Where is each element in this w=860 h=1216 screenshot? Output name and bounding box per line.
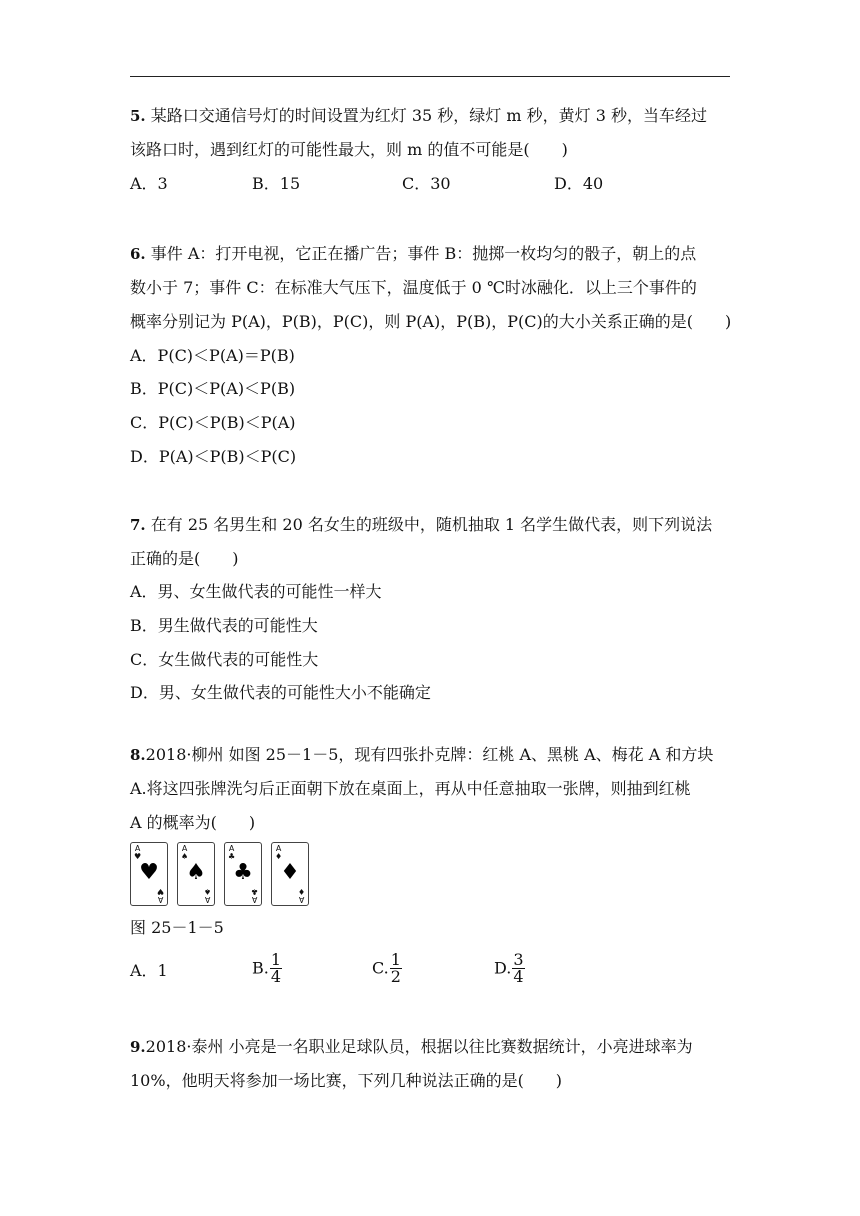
- q7-option-b: B．男生做代表的可能性大: [130, 616, 318, 635]
- q9-text-1: 2018·泰州 小亮是一名职业足球队员，根据以往比赛数据统计，小亮进球率为: [145, 1037, 693, 1056]
- q8-option-b: B. $\frac{1}{4}$: [252, 950, 282, 986]
- q8-line-3: A 的概率为( ): [130, 813, 256, 832]
- q6-option-b: B．P(C)＜P(A)＜P(B): [130, 379, 296, 398]
- q9-number: 9.: [130, 1038, 146, 1056]
- card-heart-ace: [130, 842, 168, 906]
- fraction-one-half: $\frac{1}{2}$: [390, 950, 401, 986]
- q7-option-d: D．男、女生做代表的可能性大小不能确定: [130, 683, 431, 702]
- q8-text-1: 2018·柳州 如图 25－1－5，现有四张扑克牌：红桃 A、黑桃 A、梅花 A 和方块: [145, 745, 714, 764]
- card-rank-bottom: A ♣: [250, 887, 258, 904]
- q6-option-c: C．P(C)＜P(B)＜P(A): [130, 413, 296, 432]
- q8-option-a: A．1: [130, 961, 168, 980]
- q6-number: 6.: [130, 245, 146, 263]
- q5-number: 5.: [130, 107, 146, 125]
- card-rank: A ♣: [228, 844, 236, 861]
- diamond-icon: ♦: [280, 860, 300, 885]
- card-spade-ace: [177, 842, 215, 906]
- q7-text-1: 在有 25 名男生和 20 名女生的班级中，随机抽取 1 名学生做代表，则下列说法: [150, 515, 713, 534]
- q8-option-d: D. $\frac{3}{4}$: [494, 950, 524, 986]
- club-icon: ♣: [233, 860, 253, 885]
- card-rank-bottom: A ♠: [203, 887, 211, 904]
- q9-line-1: [130, 1037, 693, 1057]
- q6-option-d: D．P(A)＜P(B)＜P(C): [130, 447, 297, 466]
- q6-line-1: [130, 244, 696, 264]
- q7-line-2: 正确的是( ): [130, 549, 239, 568]
- q5-option-a: A．3: [130, 174, 168, 193]
- card-diamond-ace: [271, 842, 309, 906]
- q5-option-b: B．15: [252, 174, 301, 193]
- card-rank: A ♦: [275, 844, 283, 861]
- q6-line-2: 数小于 7；事件 C：在标准大气压下，温度低于 0 ℃时冰融化．以上三个事件的: [130, 278, 697, 297]
- q5-text-1: 某路口交通信号灯的时间设置为红灯 35 秒，绿灯 m 秒，黄灯 3 秒，当车经过: [150, 106, 707, 125]
- card-club-ace: [224, 842, 262, 906]
- q7-number: 7.: [130, 516, 146, 534]
- q5-line-1: [130, 106, 707, 126]
- q7-option-a: A．男、女生做代表的可能性一样大: [130, 582, 382, 601]
- card-rank: A ♥: [134, 844, 142, 861]
- heart-icon: ♥: [139, 860, 159, 885]
- q5-option-c: C．30: [402, 174, 451, 193]
- q6-text-1: 事件 A：打开电视，它正在播广告；事件 B：抛掷一枚均匀的骰子，朝上的点: [150, 244, 697, 263]
- q8-line-2: A.将这四张牌洗匀后正面朝下放在桌面上，再从中任意抽取一张牌，则抽到红桃: [130, 779, 691, 798]
- q5-line-2: 该路口时，遇到红灯的可能性最大，则 m 的值不可能是( ): [130, 140, 568, 159]
- card-rank-bottom: A ♦: [297, 887, 305, 904]
- fraction-one-quarter: $\frac{1}{4}$: [270, 950, 282, 986]
- figure-caption: 图 25－1－5: [130, 918, 224, 937]
- q7-option-c: C．女生做代表的可能性大: [130, 650, 319, 669]
- card-rank-bottom: A ♥: [156, 887, 164, 904]
- q6-option-a: A．P(C)＜P(A)＝P(B): [130, 346, 295, 365]
- q8-number: 8.: [130, 746, 146, 764]
- header-rule: [130, 76, 730, 77]
- q5-option-d: D．40: [554, 174, 604, 193]
- q9-line-2: 10%，他明天将参加一场比赛，下列几种说法正确的是( ): [130, 1071, 563, 1090]
- q6-line-3: 概率分别记为 P(A)，P(B)，P(C)，则 P(A)，P(B)，P(C)的大小关系正确的是( ): [130, 312, 732, 331]
- card-rank: A ♠: [181, 844, 189, 861]
- spade-icon: ♠: [186, 860, 206, 885]
- fraction-three-quarters: $\frac{3}{4}$: [513, 950, 524, 986]
- q7-line-1: [130, 515, 712, 535]
- q8-line-1: [130, 745, 713, 765]
- q8-option-c: C. $\frac{1}{2}$: [372, 950, 401, 986]
